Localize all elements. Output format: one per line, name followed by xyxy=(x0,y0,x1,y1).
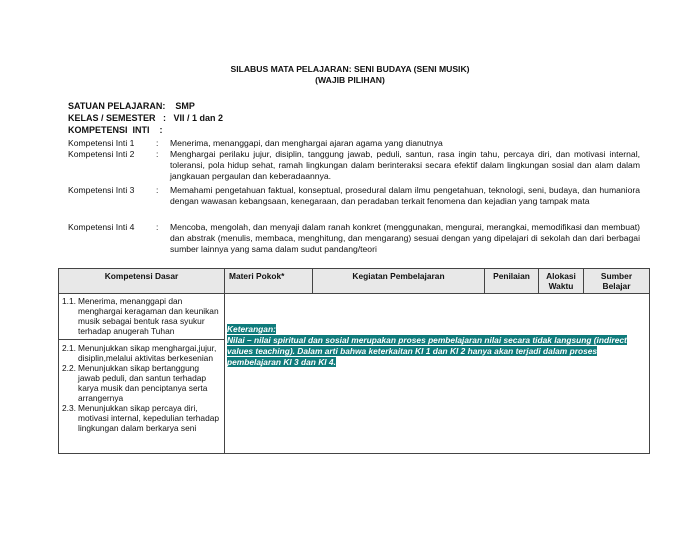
ki-text: Memahami pengetahuan faktual, konseptual, prosedural dalam ilmu pengetahuan, teknologi, seni, budaya, dan humaniora dengan wawasan kebangsaan, kenegaraan, dan peradaban terkait fenomena dan kejadian yang tampak mata xyxy=(170,185,640,206)
col-sumber-belajar: Sumber Belajar xyxy=(584,269,650,294)
ki-colon: : xyxy=(156,185,159,195)
divider xyxy=(59,339,224,340)
table-row xyxy=(59,294,650,454)
ki-colon: : xyxy=(156,138,159,148)
note-body: Nilai – nilai spiritual dan sosial merupakan proses pembelajaran nilai secara tidak langsung (indirect values teaching). Dalam arti bahwa keterkaitan KI 1 dan KI 2 hanya akan terjadi dalam proses pembelajaran KI 3 dan KI 4. xyxy=(227,335,627,367)
col-kompetensi-dasar: Kompetensi Dasar xyxy=(59,269,225,294)
col-alokasi-waktu: Alokasi Waktu xyxy=(539,269,584,294)
ki-label: Kompetensi Inti 2 xyxy=(68,149,135,159)
satuan-pelajaran: SATUAN PELAJARAN: SMP xyxy=(68,101,195,111)
col-penilaian: Penilaian xyxy=(485,269,539,294)
ki-text: Menerima, menanggapi, dan menghargai ajaran agama yang dianutnya xyxy=(170,138,443,148)
kompetensi-inti-heading: KOMPETENSI INTI : xyxy=(68,125,163,135)
note-heading: Keterangan: xyxy=(227,324,276,334)
ki-label: Kompetensi Inti 1 xyxy=(68,138,135,148)
keterangan-note xyxy=(227,324,645,368)
ki-text: Menghargai perilaku jujur, disiplin, tanggung jawab, peduli, santun, rasa ingin tahu, percaya diri, dan motivasi internal, toleransi, pola hidup sehat, ramah lingkungan dalam berinteraksi secara efektif dalam lingkungan sosial dan alam dalam jangkauan pergaulan dan keberadaannya. xyxy=(170,149,640,181)
merged-content-cell xyxy=(225,294,650,454)
list-item: 1.1. Menerima, menanggapi dan menghargai keragaman dan keunikan musik sebagai bentuk rasa syukur terhadap anugerah Tuhan xyxy=(62,296,219,336)
ki-colon: : xyxy=(156,149,159,159)
ki-text: Mencoba, mengolah, dan menyaji dalam ranah konkret (menggunakan, mengurai, merangkai, memodifikasi dan membuat) dan abstrak (menulis, membaca, menghitung, dan mengarang) sesuai dengan yang dipelajari di sekolah dan dari berbagai sumber lainnya yang sama dalam sudut pandang/teori xyxy=(170,222,640,254)
col-kegiatan-pembelajaran: Kegiatan Pembelajaran xyxy=(313,269,485,294)
table-header-row xyxy=(59,269,650,294)
list-item: 2.3. Menunjukkan sikap percaya diri, motivasi internal, kepedulian terhadap lingkungan dalam berkarya seni xyxy=(62,403,220,433)
syllabus-title: SILABUS MATA PELAJARAN: SENI BUDAYA (SENI MUSIK) xyxy=(230,64,470,74)
list-item: 2.1. Menunjukkan sikap menghargai,jujur, disiplin,melalui aktivitas berkesenian xyxy=(62,343,217,363)
ki-label: Kompetensi Inti 3 xyxy=(68,185,135,195)
ki-colon: : xyxy=(156,222,159,232)
list-item: 2.2. Menunjukkan sikap bertanggung jawab peduli, dan santun terhadap karya musik dan penciptanya serta arrangernya xyxy=(62,363,208,403)
syllabus-subtitle: (WAJIB PILIHAN) xyxy=(315,75,385,85)
ki-label: Kompetensi Inti 4 xyxy=(68,222,135,232)
kelas-semester: KELAS / SEMESTER : VII / 1 dan 2 xyxy=(68,113,224,123)
kompetensi-dasar-cell xyxy=(59,294,225,454)
col-materi-pokok: Materi Pokok* xyxy=(225,269,313,294)
